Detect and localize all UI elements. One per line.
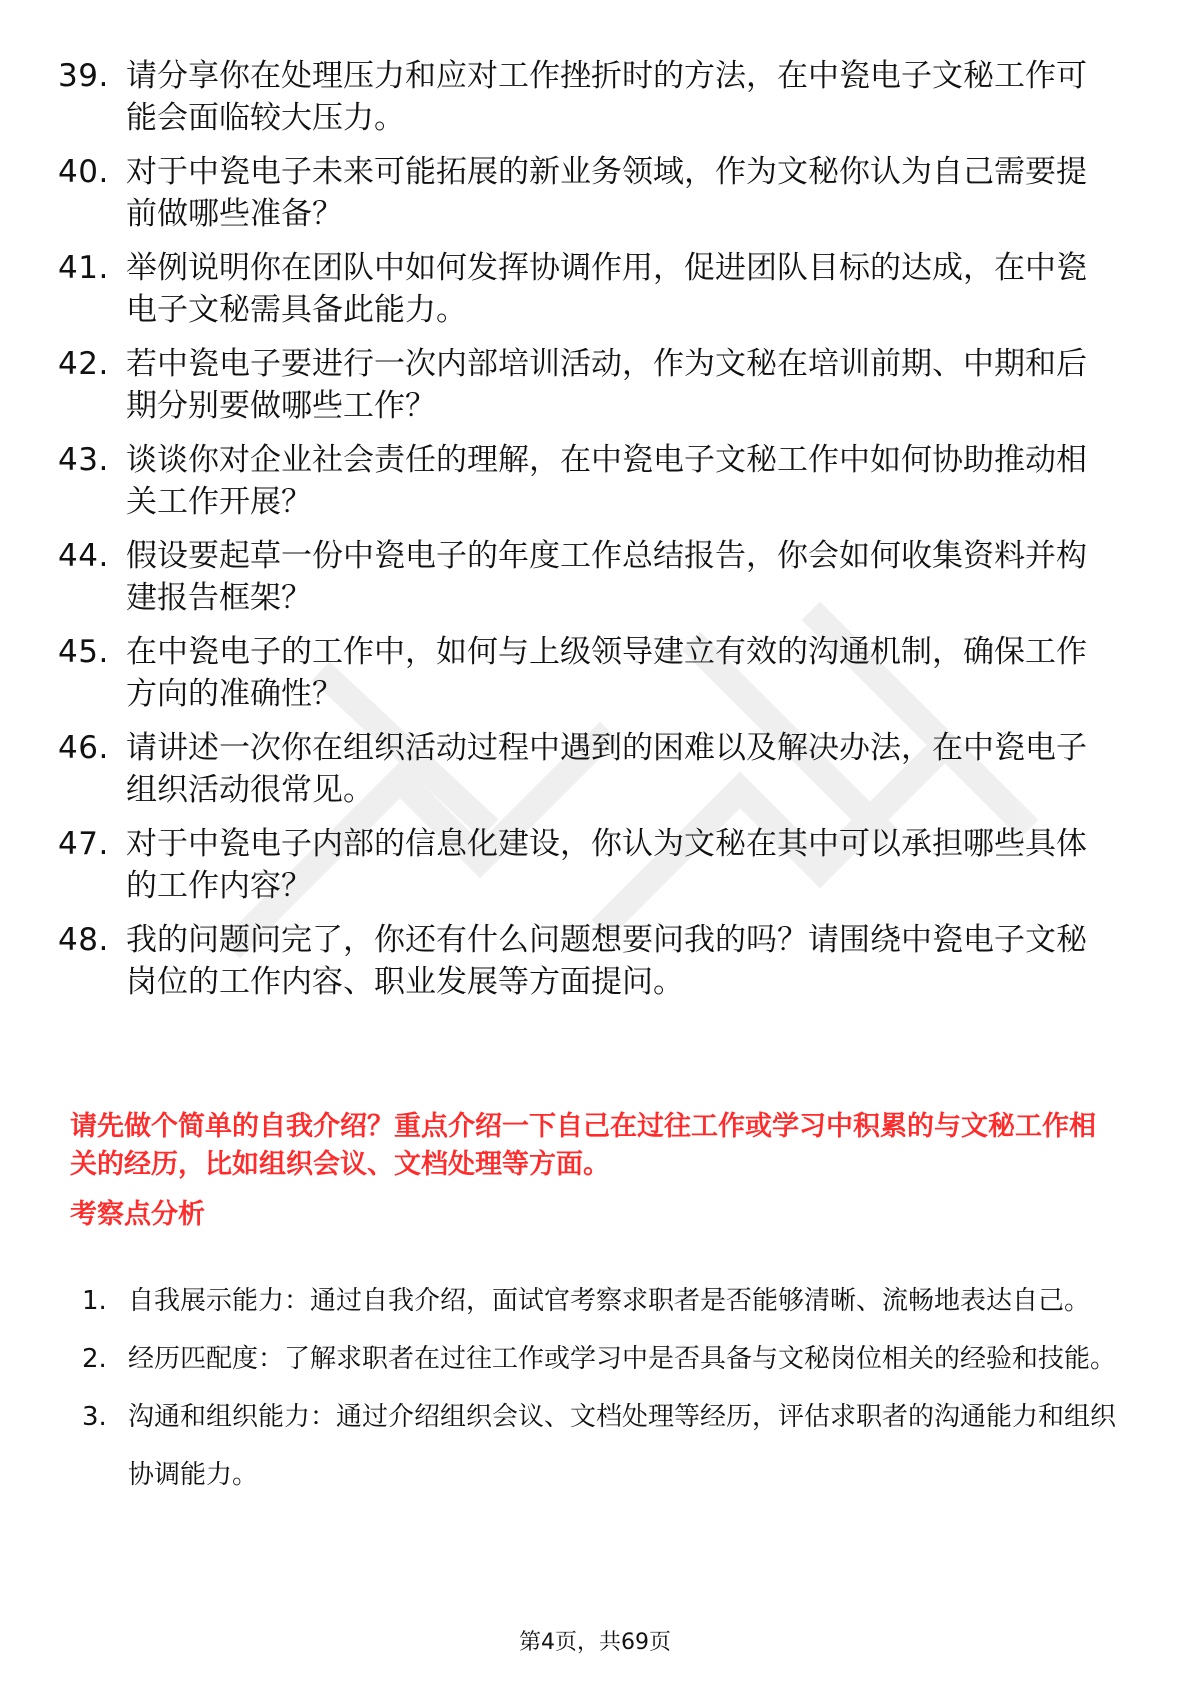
question-text: 在中瓷电子的工作中，如何与上级领导建立有效的沟通机制，确保工作方向的准确性？ — [126, 634, 1087, 712]
question-item — [58, 631, 1108, 715]
analysis-number: 2. — [82, 1344, 107, 1374]
question-number: 48. — [58, 922, 109, 958]
question-item — [58, 727, 1108, 811]
analysis-title: 考察点分析 — [70, 1199, 205, 1230]
analysis-item — [82, 1330, 1122, 1388]
question-item — [58, 343, 1108, 427]
question-number: 40. — [58, 154, 109, 190]
question-text: 若中瓷电子要进行一次内部培训活动，作为文秘在培训前期、中期和后期分别要做哪些工作？ — [126, 346, 1087, 424]
question-list — [58, 55, 1108, 1015]
question-text: 假设要起草一份中瓷电子的年度工作总结报告，你会如何收集资料并构建报告框架？ — [126, 538, 1087, 616]
question-number: 39. — [58, 58, 109, 94]
question-item — [58, 439, 1108, 523]
question-text: 谈谈你对企业社会责任的理解，在中瓷电子文秘工作中如何协助推动相关工作开展？ — [126, 442, 1087, 520]
question-item — [58, 919, 1108, 1003]
analysis-number: 3. — [82, 1402, 107, 1432]
question-text: 我的问题问完了，你还有什么问题想要问我的吗？请围绕中瓷电子文秘岗位的工作内容、职业发展等方面提问。 — [126, 922, 1087, 1000]
question-item — [58, 823, 1108, 907]
question-item — [58, 151, 1108, 235]
question-number: 46. — [58, 730, 109, 766]
question-item — [58, 55, 1108, 139]
question-text: 对于中瓷电子内部的信息化建设，你认为文秘在其中可以承担哪些具体的工作内容？ — [126, 826, 1087, 904]
question-number: 42. — [58, 346, 109, 382]
question-item — [58, 247, 1108, 331]
question-number: 44. — [58, 538, 109, 574]
question-text: 对于中瓷电子未来可能拓展的新业务领域，作为文秘你认为自己需要提前做哪些准备？ — [126, 154, 1087, 232]
question-text: 请分享你在处理压力和应对工作挫折时的方法，在中瓷电子文秘工作可能会面临较大压力。 — [126, 58, 1087, 136]
question-number: 47. — [58, 826, 109, 862]
question-text: 请讲述一次你在组织活动过程中遇到的困难以及解决办法，在中瓷电子组织活动很常见。 — [126, 730, 1087, 808]
question-number: 45. — [58, 634, 109, 670]
question-number: 41. — [58, 250, 109, 286]
highlight-question: 请先做个简单的自我介绍？重点介绍一下自己在过往工作或学习中积累的与文秘工作相关的经历，比如组织会议、文档处理等方面。 — [70, 1111, 1096, 1180]
analysis-text: 经历匹配度：了解求职者在过往工作或学习中是否具备与文秘岗位相关的经验和技能。 — [128, 1344, 1117, 1374]
analysis-text: 自我展示能力：通过自我介绍，面试官考察求职者是否能够清晰、流畅地表达自己。 — [128, 1286, 1091, 1316]
page-footer: 第4页，共69页 — [519, 1630, 671, 1655]
analysis-list — [82, 1272, 1122, 1504]
question-text: 举例说明你在团队中如何发挥协调作用，促进团队目标的达成，在中瓷电子文秘需具备此能力。 — [126, 250, 1087, 328]
analysis-number: 1. — [82, 1286, 107, 1316]
question-item — [58, 535, 1108, 619]
question-number: 43. — [58, 442, 109, 478]
analysis-item — [82, 1388, 1122, 1504]
analysis-item — [82, 1272, 1122, 1330]
analysis-text: 沟通和组织能力：通过介绍组织会议、文档处理等经历，评估求职者的沟通能力和组织协调能力。 — [128, 1402, 1117, 1490]
